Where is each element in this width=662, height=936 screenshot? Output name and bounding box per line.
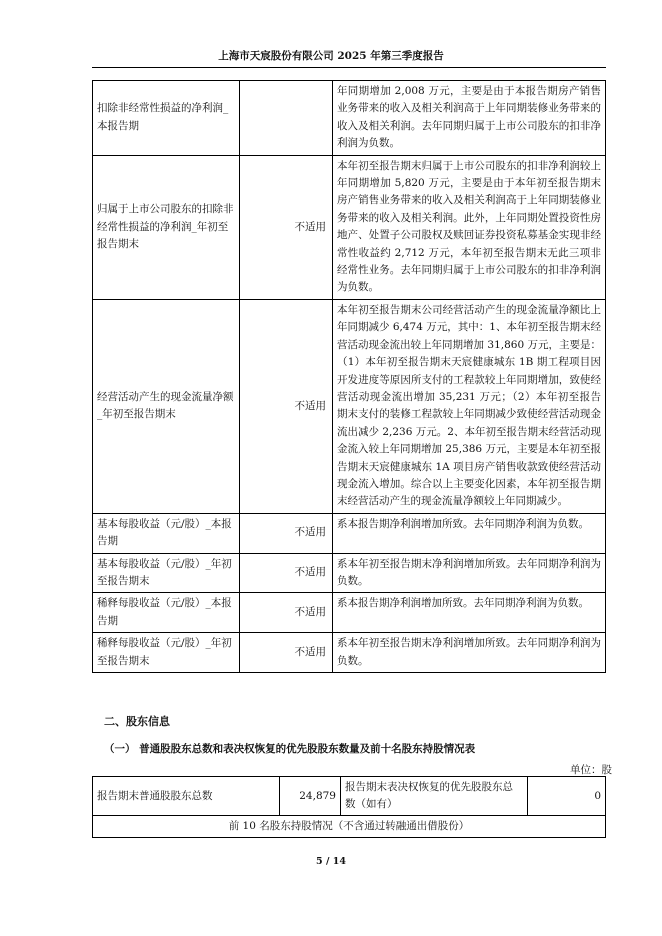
- table-row: [93, 155, 606, 299]
- row-item: 经营活动产生的现金流量净额_年初至报告期末: [93, 299, 240, 513]
- row-reason: 系本报告期净利润增加所致。去年同期净利润为负数。: [333, 593, 606, 633]
- top10-heading: 前 10 名股东持股情况（不含通过转融通出借股份）: [93, 816, 606, 838]
- row-reason: 系本报告期净利润增加所致。去年同期净利润为负数。: [333, 513, 606, 553]
- total-holders-label: 报告期末普通股股东总数: [93, 777, 280, 816]
- row-ratio: 不适用: [240, 593, 333, 633]
- table-row: [93, 633, 606, 673]
- table-row: [93, 593, 606, 633]
- row-reason: 年同期增加 2,008 万元，主要是由于本报告期房产销售业务带来的收入及相关利润高于上年同期装修业务带来的收入及相关利润。去年同期归属于上市公司股东的扣非净利润为负数。: [333, 81, 606, 156]
- row-reason: 系本年初至报告期末净利润增加所致。去年同期净利润为负数。: [333, 553, 606, 593]
- report-header: 上海市天宸股份有限公司 2025 年第三季度报告: [218, 50, 444, 62]
- row-item: 基本每股收益（元/股）_本报告期: [93, 513, 240, 553]
- table-row: [93, 299, 606, 513]
- change-reason-table: [92, 80, 606, 673]
- header-rule: [92, 67, 606, 68]
- row-reason: 系本年初至报告期末净利润增加所致。去年同期净利润为负数。: [333, 633, 606, 673]
- row-item: 扣除非经常性损益的净利润_本报告期: [93, 81, 240, 156]
- unit-label: 单位：股: [570, 764, 612, 776]
- table-row: [93, 81, 606, 156]
- row-ratio: 不适用: [240, 155, 333, 299]
- row-ratio: [240, 81, 333, 156]
- table-row: [93, 553, 606, 593]
- table-row: [93, 777, 606, 816]
- row-reason: 本年初至报告期末公司经营活动产生的现金流量净额比上年同期减少 6,474 万元，其中：1、本年初至报告期末经营活动现金流出较上年同期增加 31,860 万元，主要是：（1）本年初至报告期末天宸健康城东 1B 期工程项目因开发进度等原因所支付的工程款较上年同期增加，致使经营活动现金流出增加 35,231 万元；（2）本年初至报告期末支付的装修工程款较上年同期减少致使经营活动现金流出减少 2,236 万元。2、本年初至报告期末经营活动现金流入较上年同期增加 25,386 万元，主要是本年初至报告期末天宸健康城东 1A 项目房产销售收款致使经营活动现金流入增加。综合以上主要变化因素，本年初至报告期末经营活动产生的现金流量净额较上年同期减少。: [333, 299, 606, 513]
- row-ratio: 不适用: [240, 553, 333, 593]
- page-number: 5 / 14: [316, 856, 346, 867]
- table-row: [93, 816, 606, 838]
- pref-holders-label: 报告期末表决权恢复的优先股股东总数（如有）: [341, 777, 528, 816]
- row-item: 稀释每股收益（元/股）_本报告期: [93, 593, 240, 633]
- section-title: 二、股东信息: [104, 715, 170, 728]
- row-item: 稀释每股收益（元/股）_年初至报告期末: [93, 633, 240, 673]
- row-ratio: 不适用: [240, 513, 333, 553]
- row-reason: 本年初至报告期末归属于上市公司股东的扣非净利润较上年同期增加 5,820 万元，主要是由于本年初至报告期末房产销售业务带来的收入及相关利润高于上年同期装修业务带来的收入及相关利润。此外，上年同期处置投资性房地产、处置子公司股权及赎回证券投资私募基金实现非经常性收益约 2,712 万元，本年初至报告期末无此三项非经常性业务。去年同期归属于上市公司股东的扣非净利润为负数。: [333, 155, 606, 299]
- subsection-title: （一） 普通股股东总数和表决权恢复的优先股股东数量及前十名股东持股情况表: [104, 743, 476, 755]
- total-holders-value: 24,879: [280, 777, 341, 816]
- table-row: [93, 513, 606, 553]
- row-item: 基本每股收益（元/股）_年初至报告期末: [93, 553, 240, 593]
- row-item: 归属于上市公司股东的扣除非经常性损益的净利润_年初至报告期末: [93, 155, 240, 299]
- row-ratio: 不适用: [240, 633, 333, 673]
- shareholder-table: [92, 776, 606, 838]
- pref-holders-value: 0: [528, 777, 606, 816]
- row-ratio: 不适用: [240, 299, 333, 513]
